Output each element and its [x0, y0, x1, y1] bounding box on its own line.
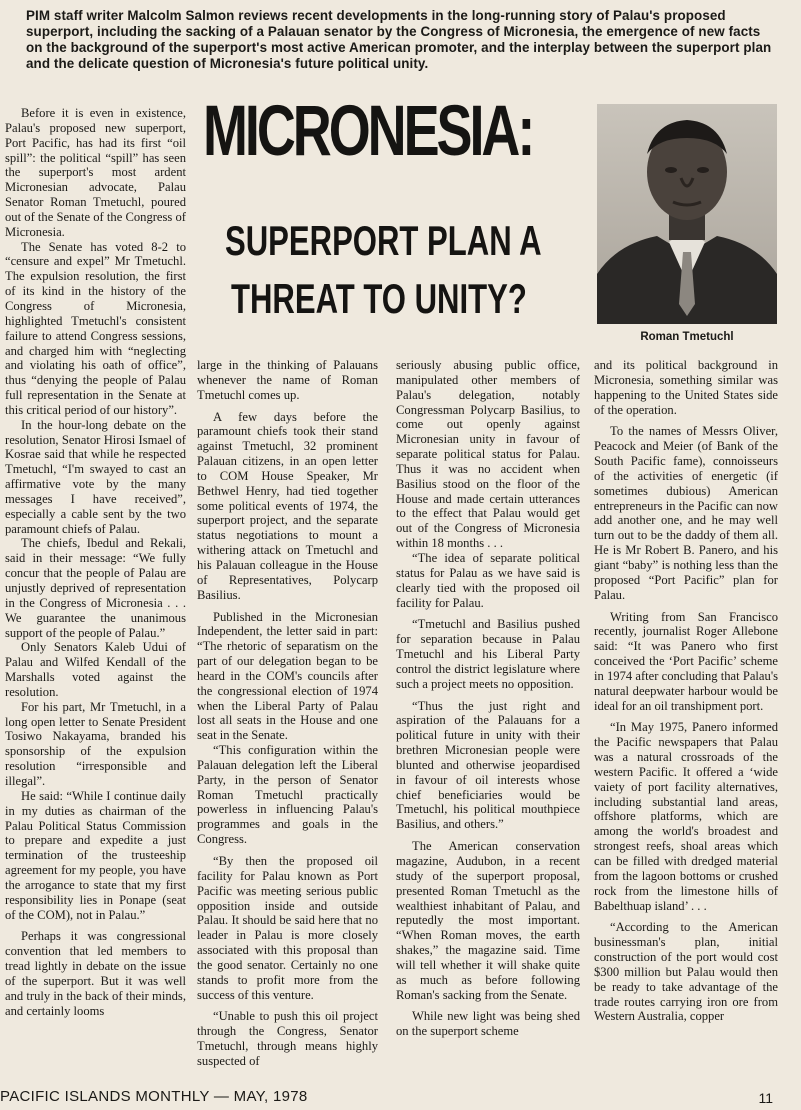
paragraph: Perhaps it was congressional convention that led members to tread lightly in debate on the issue of the superport. But it was well and truly in the back of their minds, and certainly looms: [5, 929, 186, 1018]
paragraph: Before it is even in existence, Palau's proposed new superport, Port Pacific, has had its first “oil spill”: the political “spill” has seen the superport's most ardent Micronesian advocate, Palau Senator Roman Tmetuchl, poured out of the Senate of the Congress of Micronesia.: [5, 106, 186, 239]
portrait-illustration: [597, 104, 777, 324]
headline-sub-line-2: THREAT TO UNITY?: [231, 275, 527, 322]
paragraph: Published in the Micronesian Independent, the letter said in part: “The rhetoric of separatism on the part of our delegation began to be heard in the COM's councils after the congressional election of 1974 when the Liberal Party of Palau lost all seats in the House and one seat in the Senate.: [197, 609, 378, 743]
paragraph: In the hour-long debate on the resolution, Senator Hirosi Ismael of Kosrae said that while he respected Tmetuchl, “I'm swayed to cast an affirmative vote by the many messages I have received”, especially a cable sent by the two paramount chiefs of Palau.: [5, 417, 186, 536]
paragraph: “In May 1975, Panero informed the Pacific newspapers that Palau was a natural crossroads of the western Pacific. It offered a ‘wide vaiety of port facility alternatives, including substantial land areas, offshore platforms, which are among the world's broadest and strongest reefs, shoal areas which can be filled with dredged material from the lagoon bottoms or crushed rock from the limestone hills of Babelthuap island’ . . .: [594, 720, 778, 913]
paragraph: “The idea of separate political status for Palau as we have said is clearly tied with the proposed oil facility for Palau.: [396, 550, 580, 610]
article-column-2: [197, 358, 378, 1069]
paragraph: To the names of Messrs Oliver, Peacock and Meier (of Bank of the South Pacific fame), connoisseurs of the activities of energetic (if sometimes dubious) American entrepreneurs in the Pacific can now add another one, and he may well turn out to be the daddy of them all. He is Mr Robert B. Panero, and his giant “baby” is nothing less than the proposed “Port Pacific” plan for Palau.: [594, 424, 778, 602]
article-column-3: [396, 358, 580, 1039]
paragraph: The chiefs, Ibedul and Rekali, said in their message: “We fully concur that the people of Palau are unjustly deprived of representation in the Congress of Micronesia . . . We guarantee the unanimous support of the people of Palau.”: [5, 536, 186, 640]
paragraph: “Tmetuchl and Basilius pushed for separation because in Palau Tmetuchl and his Liberal Party control the district legislature where such a project meets no opposition.: [396, 617, 580, 691]
paragraph: “Thus the just right and aspiration of the Palauans for a political future in unity with their brethren Micronesian people were blunted and otherwise jeopardised in favour of oil interests whose chief beneficiaries would be Tmetuchl, his political mouthpiece Basilius, and others.”: [396, 698, 580, 832]
paragraph: He said: “While I continue daily in my duties as chairman of the Palau Political Status Commission to prepare and expedite a just termination of the trusteeship agreement for my people, you have the arrogance to state that my first responsibility lies in Ponape (seat of the COM), not in Palau.”: [5, 788, 186, 922]
article-intro: PIM staff writer Malcolm Salmon reviews recent developments in the long-running story of Palau's proposed superport, including the sacking of a Palauan senator by the Congress of Micronesia, the emergence of new facts on the background of the superport's most active American promoter, and the interplay between the superport plan and the delicate question of Micronesia's future political unity.: [26, 8, 772, 71]
headline-sub-line-1: SUPERPORT PLAN A: [225, 217, 542, 264]
paragraph: “Unable to push this oil project through the Congress, Senator Tmetuchl, through means highly suspected of: [197, 1009, 378, 1068]
paragraph: seriously abusing public office, manipulated other members of Palau's delegation, notably Congressman Polycarp Basilius, to come out openly against Micronesian unity in favour of separate political status for Palau. Thus it was no accident when Basilius stood on the floor of the House and made certain utterances to the effect that Palau would get out of the Congress of Micronesia within 18 months . . .: [396, 358, 580, 551]
paragraph: The Senate has voted 8-2 to “censure and expel” Mr Tmetuchl. The expulsion resolution, the first of its kind in the history of the Congress of Micronesia, highlighted Tmetuchl's consistent failure to attend Congress sessions, and charged him with “neglecting and violating his oath of office”, thus “denying the people of Palau full representation in the Senate at this critical period of our history”.: [5, 239, 186, 417]
paragraph: For his part, Mr Tmetuchl, in a long open letter to Senate President Tosiwo Nakayama, branded his sponsorship of the expulsion resolution “irresponsible and illegal”.: [5, 699, 186, 788]
paragraph: “According to the American businessman's plan, initial construction of the port would cost $300 million but Palau would then be ready to take advantage of the trade routes carrying iron ore from Western Australia, copper: [594, 920, 778, 1024]
paragraph: large in the thinking of Palauans whenever the name of Roman Tmetuchl comes up.: [197, 358, 378, 402]
article-column-1: [5, 106, 186, 1018]
paragraph: The American conservation magazine, Audubon, in a recent study of the superport proposal, presented Roman Tmetuchl as the wealthiest inhabitant of Palau, and reputedly the most important. “When Roman moves, the earth shakes,” the magazine said. Time will tell whether it will shake quite as much as before following Roman's sacking from the Senate.: [396, 839, 580, 1002]
paragraph: and its political background in Micronesia, something similar was happening to the United States side of the operation.: [594, 358, 778, 417]
paragraph: Writing from San Francisco recently, journalist Roger Allebone said: “It was Panero who first conceived the ‘Port Pacific’ scheme in 1974 after concluding that Palau's natural deepwater harbour would be ideal for an oil transhipment port.: [594, 609, 778, 713]
paragraph: “This configuration within the Palauan delegation left the Liberal Party, in the person of Senator Roman Tmetuchl practically powerless in influencing Palau's programmes and goals in the Congress.: [197, 743, 378, 847]
headline-main: MICRONESIA:: [203, 92, 533, 171]
paragraph: While new light was being shed on the superport scheme: [396, 1009, 580, 1039]
article-column-4: [594, 358, 778, 1024]
paragraph: Only Senators Kaleb Udui of Palau and Wilfed Kendall of the Marshalls voted against the resolution.: [5, 640, 186, 699]
page-footer: [0, 1086, 801, 1108]
publication-line: PACIFIC ISLANDS MONTHLY — MAY, 1978: [0, 1088, 308, 1105]
paragraph: “By then the proposed oil facility for Palau known as Port Pacific was meeting serious public opposition inside and outside Palau. It should be said here that no leader in Palau is more closely associated with this proposal than the good senator. Certainly no one stands to profit more from the success of this venture.: [197, 854, 378, 1002]
photo-caption: Roman Tmetuchl: [640, 331, 734, 343]
portrait-photo: [597, 104, 777, 324]
paragraph: A few days before the paramount chiefs took their stand against Tmetuchl, 32 prominent Palauan citizens, in an open letter to COM House Speaker, Mr Bethwel Henry, had tied together some political events of 1974, the superport project, and the separate status negotiations to mount a withering attack on Tmetuchl and his Palauan colleague in the House of Representatives, Polycarp Basilius.: [197, 409, 378, 602]
page-number: 11: [758, 1090, 773, 1106]
